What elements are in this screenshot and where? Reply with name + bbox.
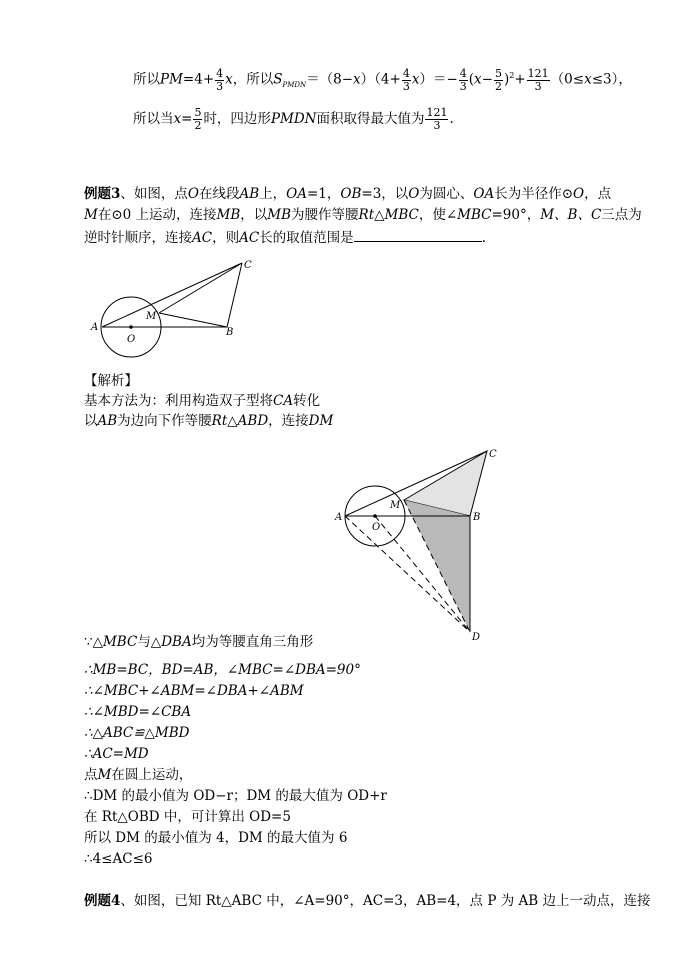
proof-line-5: ∴△ABC≌△MBD [84, 725, 190, 741]
denominator: 2 [494, 79, 502, 93]
label-a: A [335, 512, 343, 523]
point-o [373, 514, 377, 518]
var: OA [473, 186, 495, 202]
var: M、B、C [540, 207, 602, 223]
var: MBC [457, 207, 492, 223]
numerator: 5 [494, 66, 502, 80]
text: 所以当 [133, 111, 174, 127]
text: 基本方法为：利用构造双子型将 [84, 393, 273, 409]
text: 、如图，已知 Rt△ABC 中，∠A=90°，AC=3，AB=4，点 P 为 AB 边上一动点，连接 [120, 893, 651, 909]
var: AC [192, 230, 213, 246]
text: 转化 [293, 393, 321, 409]
analysis-title: 【解析】 [84, 373, 138, 389]
proof-line-7 [84, 765, 192, 785]
var: Rt△ABD [211, 413, 269, 429]
text: ∵△ [84, 634, 103, 650]
denominator: 3 [402, 79, 410, 93]
numerator: 4 [459, 66, 467, 80]
label-o: O [127, 334, 136, 345]
proof-line-6: ∴AC=MD [84, 746, 149, 762]
numerator: 5 [194, 106, 202, 119]
proof-line-4: ∴∠MBD=∠CBA [84, 704, 192, 720]
var: MB [267, 207, 292, 223]
var: OB [340, 186, 362, 202]
var: AC [239, 230, 260, 246]
label-c: C [489, 449, 497, 460]
example-label: 例题3 [84, 186, 121, 202]
text: 为圆心、 [419, 186, 474, 202]
numerator: 121 [527, 66, 549, 80]
proof-line-9: 在 Rt△OBD 中，可计算出 OD=5 [84, 809, 291, 825]
var-x: x [474, 71, 482, 88]
text: =3，以 [361, 186, 409, 202]
label-a: A [91, 322, 99, 333]
label-d: D [472, 632, 481, 643]
var: DBA [161, 634, 192, 650]
denominator: 2 [194, 119, 202, 132]
text: + [514, 71, 526, 88]
text: 为边向下作等腰 [117, 413, 212, 429]
text: ，点 [584, 186, 612, 202]
var-pm: PM [160, 71, 183, 88]
var-x: x [411, 71, 420, 88]
proof-line-2: ∴MB=BC，BD=AB，∠MBC=∠DBA=90° [84, 662, 361, 678]
text: ）＝− [419, 71, 458, 88]
text: 面积取得最大值为 [316, 111, 425, 127]
text: 所以 [133, 71, 160, 88]
var: MB [216, 207, 241, 223]
proof-line-3: ∴∠MBC+∠ABM=∠DBA+∠ABM [84, 683, 304, 699]
text: ( [468, 71, 475, 88]
proof-line-10: 所以 DM 的最小值为 4，DM 的最大值为 6 [84, 830, 348, 846]
var: O [573, 186, 585, 202]
var: Rt△MBC [358, 207, 419, 223]
proof-line-8: ∴DM 的最小值为 OD−r；DM 的最大值为 OD+r [84, 788, 387, 804]
label-m: M [146, 311, 157, 322]
text: =90°， [491, 207, 541, 223]
var: DM [308, 413, 334, 429]
text: =4+ [182, 71, 215, 88]
text: 以 [84, 413, 98, 429]
var: MBC [102, 634, 138, 650]
text: =1， [306, 186, 341, 202]
text: 在圆上运动， [111, 767, 193, 783]
text: ，以 [240, 207, 268, 223]
text: 逆时针顺序，连接 [84, 230, 192, 246]
numerator: 4 [216, 66, 224, 80]
denominator: 3 [216, 79, 224, 93]
label-m: M [390, 500, 401, 511]
var: O [187, 186, 199, 202]
var-pmdn: PMDN [270, 111, 317, 127]
text: ＝（8− [306, 71, 354, 88]
var: CA [273, 393, 294, 409]
text: = [181, 111, 193, 127]
var: AB [97, 413, 118, 429]
var: OA [286, 186, 307, 202]
label-b: B [473, 512, 481, 523]
text: 、如图，点 [120, 186, 188, 202]
text: （0≤ [550, 71, 585, 88]
numerator: 121 [426, 106, 448, 119]
denominator: 3 [433, 119, 441, 132]
text: 在⊙0 上运动，连接 [97, 207, 217, 223]
var-s: S [273, 71, 283, 88]
label-b: B [226, 327, 234, 338]
text: . [449, 111, 454, 127]
text: − [481, 71, 493, 88]
proof-line-11: ∴4≤AC≤6 [84, 851, 153, 867]
var-x: x [225, 71, 233, 88]
text: 长为半径作⊙ [494, 186, 574, 202]
text: 上， [259, 186, 287, 202]
text: 长的取值范围是 [259, 230, 354, 246]
var-x: x [584, 71, 592, 88]
var: O [408, 186, 420, 202]
text: 三点为 [601, 207, 642, 223]
example4-line-1 [84, 891, 650, 911]
text: ，所以 [232, 71, 274, 88]
example-label: 例题4 [84, 893, 121, 909]
var: M [97, 767, 112, 783]
label-o: O [372, 522, 381, 533]
subscript: PMDN [282, 81, 307, 90]
text: ，使∠ [418, 207, 458, 223]
text: 在线段 [198, 186, 240, 202]
text: ，连接 [268, 413, 309, 429]
var-x: x [353, 71, 361, 88]
text: 为腰作等腰 [291, 207, 359, 223]
text: ）（4+ [360, 71, 401, 88]
text: ) [503, 71, 510, 88]
superscript: 2 [509, 71, 515, 80]
text: ，则 [212, 230, 240, 246]
text: . [481, 230, 486, 246]
text: 与△ [137, 634, 162, 650]
denominator: 3 [534, 79, 542, 93]
var-x: x [173, 111, 182, 127]
text: 时，四边形 [203, 111, 271, 127]
proof-line-1 [84, 632, 313, 652]
denominator: 3 [459, 79, 467, 93]
numerator: 4 [402, 66, 410, 80]
text: 点 [84, 767, 98, 783]
var: AB [239, 186, 260, 202]
text: 均为等腰直角三角形 [191, 634, 314, 650]
var: M [84, 207, 98, 223]
text: ≤3）， [591, 71, 632, 88]
label-c: C [244, 260, 252, 271]
